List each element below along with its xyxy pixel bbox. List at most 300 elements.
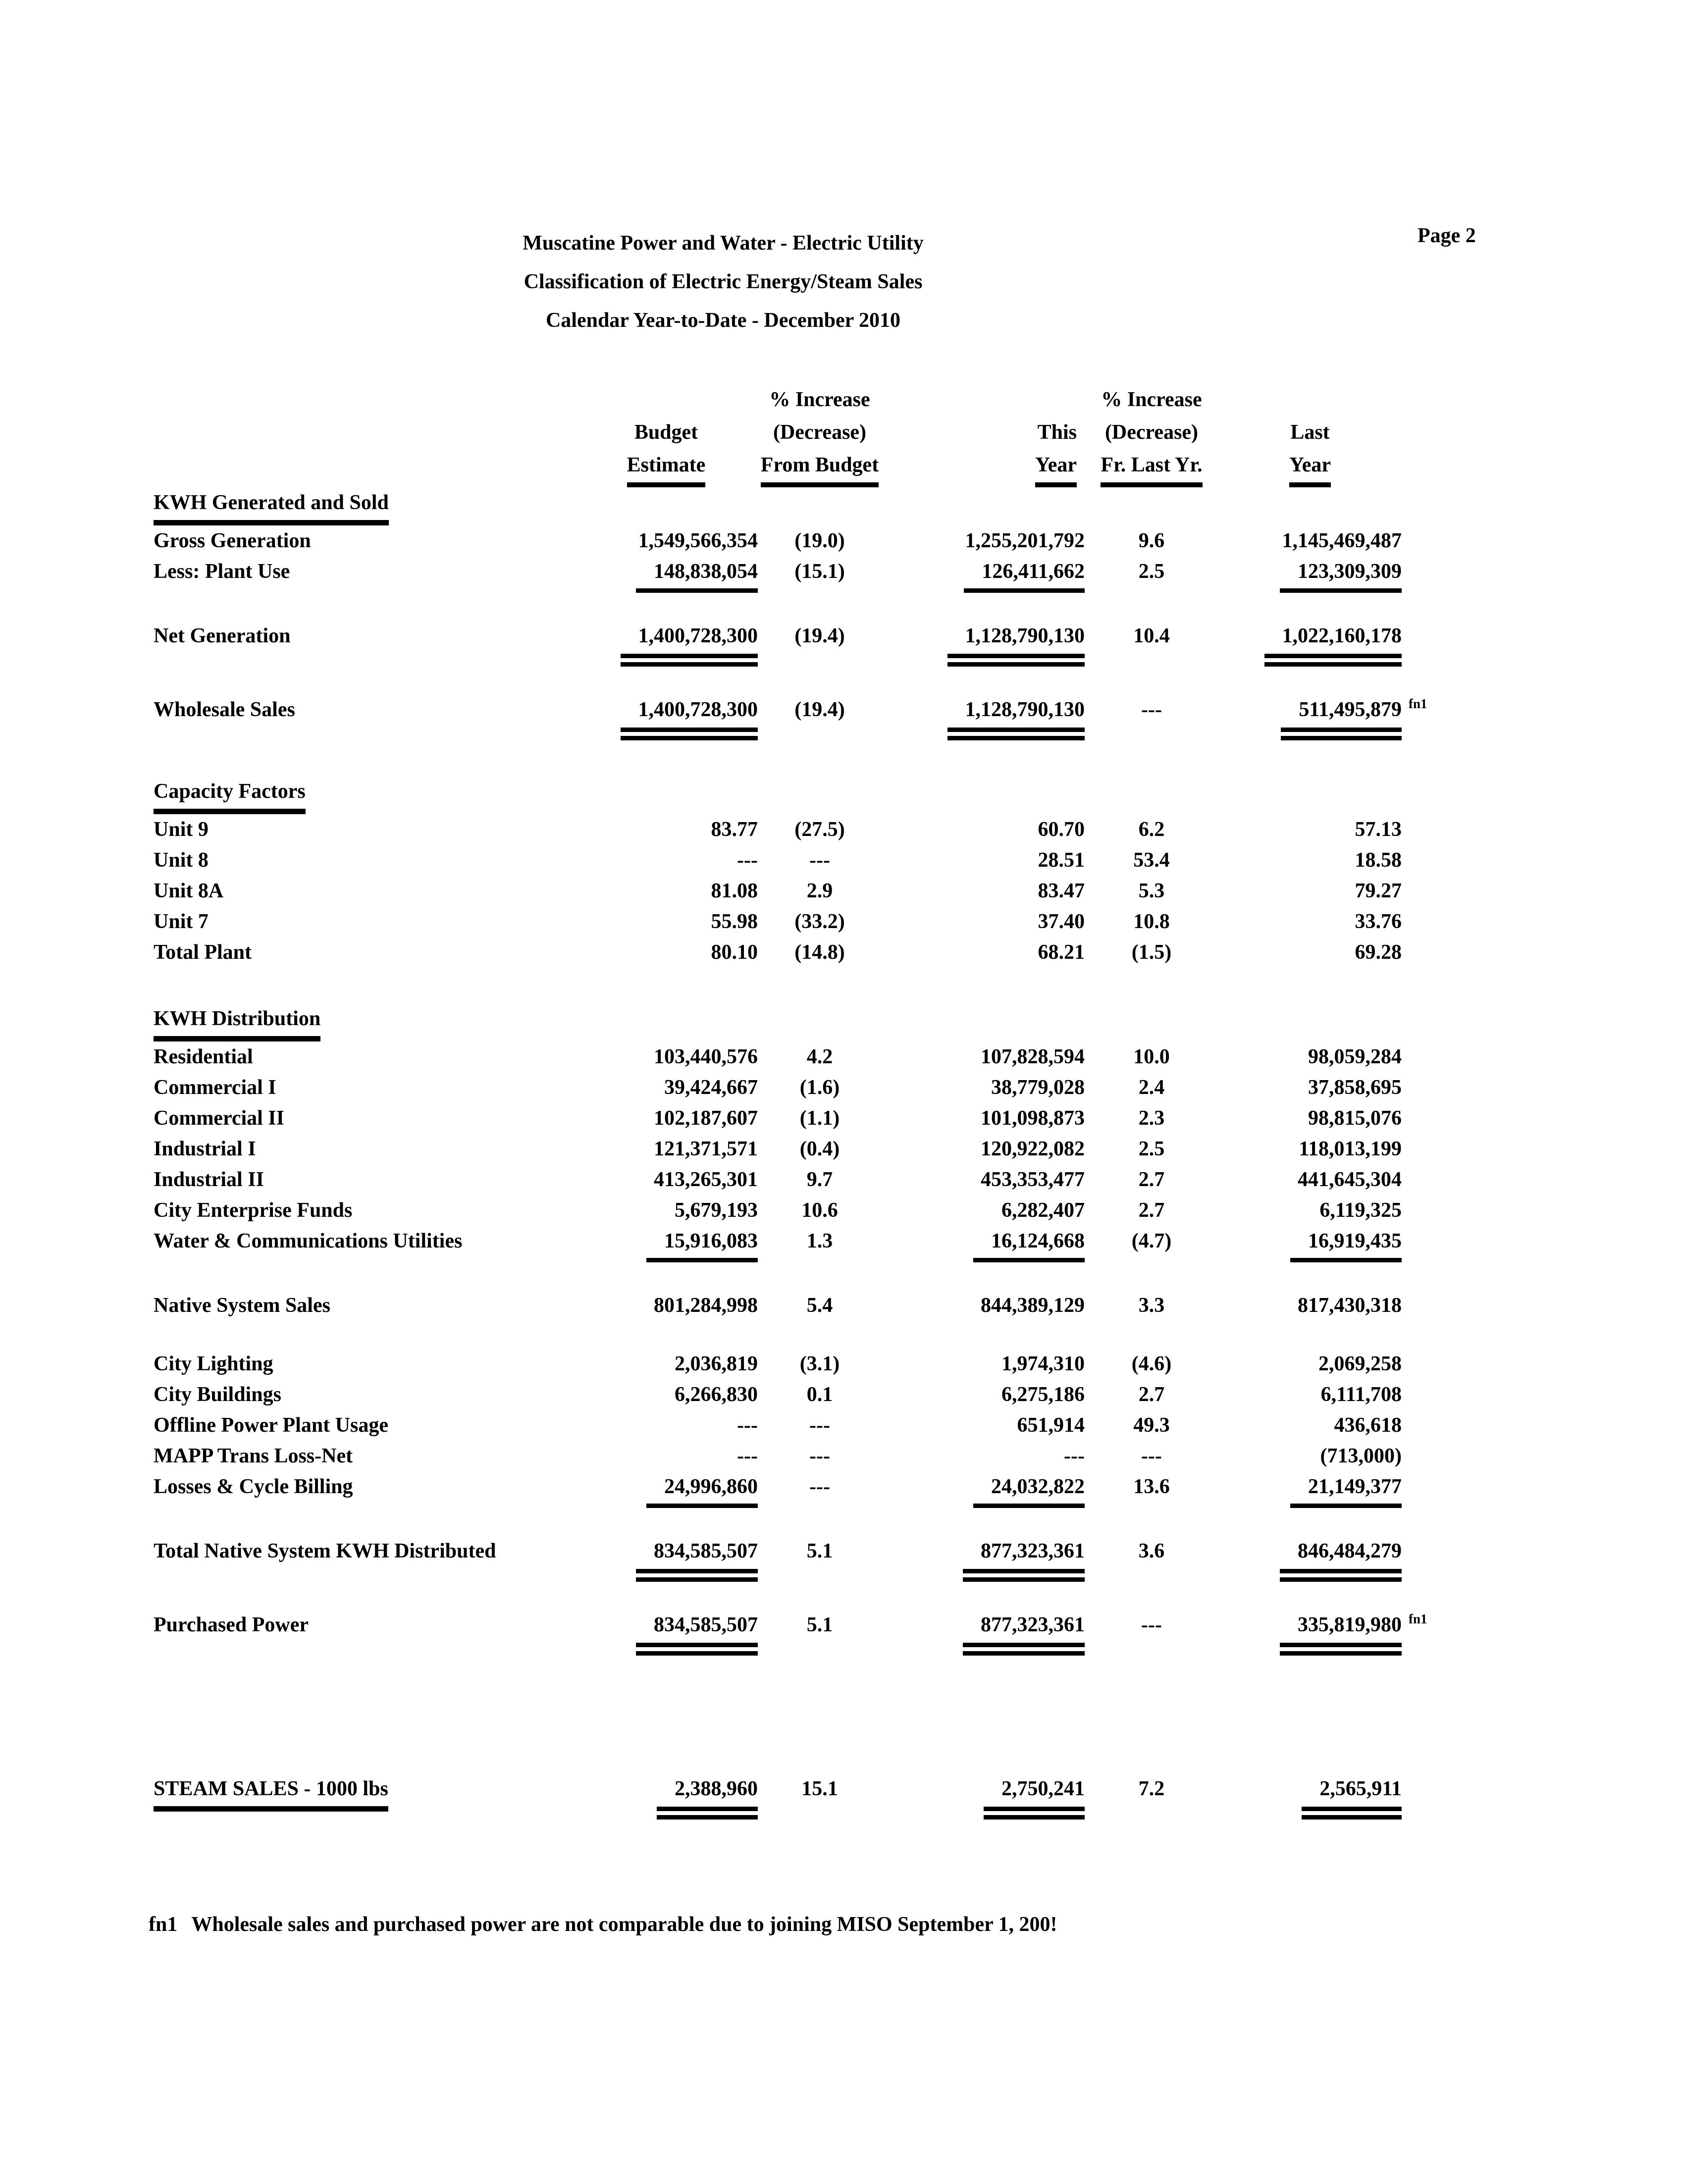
this-year-value: 107,828,594: [981, 1045, 1085, 1068]
last-year-value-cell: [1218, 1610, 1402, 1656]
last-year-value: 2,069,258: [1318, 1352, 1402, 1375]
row-label: Total Plant: [154, 941, 252, 964]
row-label: Unit 8: [154, 849, 209, 872]
pct-from-last-year-value-cell: [1085, 694, 1218, 725]
table-row: [154, 1773, 1446, 1820]
this-year-value-cell: [882, 621, 1085, 667]
last-year-value: 79.27: [1355, 880, 1402, 902]
budget-estimate-value-cell: [575, 1536, 758, 1582]
this-year-value-cell: [882, 1349, 1085, 1379]
pct-from-last-year-value-cell: [1085, 621, 1218, 651]
this-year-value: 1,128,790,130: [947, 694, 1085, 740]
pct-from-budget-value: (0.4): [799, 1138, 840, 1160]
this-year-value-cell: [882, 845, 1085, 876]
row-label-cell: [154, 556, 575, 587]
pct-from-last-year-value-cell: [1085, 1072, 1218, 1103]
last-year-value-cell: [1218, 1134, 1402, 1164]
budget-estimate-value: 81.08: [711, 880, 758, 902]
budget-estimate-value: ---: [737, 1414, 758, 1437]
budget-estimate-value-cell: [575, 1610, 758, 1656]
last-year-value-cell: [1218, 1441, 1402, 1471]
this-year-value: 453,353,477: [981, 1168, 1085, 1191]
this-year-value-cell: [882, 906, 1085, 937]
pct-from-last-year-value: 2.7: [1138, 1168, 1165, 1191]
pct-from-last-year-value: 2.7: [1138, 1199, 1165, 1222]
pct-from-last-year-value: 10.4: [1133, 624, 1170, 647]
last-year-value-cell: [1218, 1773, 1402, 1820]
pct-from-budget-value-cell: [758, 1773, 882, 1804]
budget-estimate-value-cell: [575, 1041, 758, 1072]
budget-estimate-value: 102,187,607: [654, 1107, 758, 1130]
pct-from-last-year-value: (1.5): [1131, 941, 1172, 964]
pct-from-budget-value-cell: [758, 1041, 882, 1072]
budget-estimate-value: 413,265,301: [654, 1168, 758, 1191]
budget-estimate-value-cell: [575, 1379, 758, 1410]
last-year-value: 511,495,879: [1281, 694, 1402, 740]
row-label-cell: [154, 1773, 575, 1812]
last-year-value-cell: [1218, 1103, 1402, 1134]
budget-estimate-value: 80.10: [711, 941, 758, 964]
pct-from-budget-value-cell: [758, 1195, 882, 1226]
this-year-value: 16,124,668: [973, 1226, 1085, 1262]
section-heading-text: KWH Distribution: [154, 1003, 320, 1041]
pct-from-budget-value-cell: [758, 1610, 882, 1640]
row-label-cell: [154, 1290, 575, 1321]
footnote-ref-cell: [1402, 694, 1446, 727]
this-year-value: 1,255,201,792: [965, 529, 1085, 552]
row-label-cell: [154, 845, 575, 876]
row-label: Industrial II: [154, 1168, 264, 1191]
budget-estimate-value: 1,400,728,300: [621, 694, 758, 740]
row-label-cell: [154, 1134, 575, 1164]
last-year-value-cell: [1218, 814, 1402, 845]
this-year-value: 83.47: [1038, 880, 1085, 902]
this-year-value-cell: [882, 1410, 1085, 1441]
section-heading: [154, 487, 1446, 525]
budget-estimate-value: 24,996,860: [646, 1471, 758, 1508]
table-row: [154, 1041, 1446, 1072]
budget-estimate-value-cell: [575, 621, 758, 667]
pct-from-last-year-value-cell: [1085, 906, 1218, 937]
row-label-cell: [154, 1041, 575, 1072]
table-row: [154, 1103, 1446, 1134]
last-year-value: 123,309,309: [1280, 556, 1402, 593]
pct-from-budget-value-cell: [758, 1072, 882, 1103]
pct-from-budget-value: ---: [809, 1475, 830, 1498]
pct-from-last-year-value: (4.7): [1131, 1230, 1172, 1252]
budget-estimate-value-cell: [575, 937, 758, 968]
budget-estimate-value-cell: [575, 1226, 758, 1262]
footnote-ref-cell: [1402, 1610, 1446, 1642]
table-row: [154, 525, 1446, 556]
table-row: [154, 1536, 1446, 1582]
pct-from-budget-value-cell: [758, 621, 882, 651]
pct-from-budget-value-cell: [758, 1226, 882, 1256]
last-year-value-cell: [1218, 1226, 1402, 1262]
budget-estimate-value: 2,036,819: [675, 1352, 758, 1375]
this-year-value-cell: [882, 1103, 1085, 1134]
title-line-1: Muscatine Power and Water - Electric Utility: [523, 232, 924, 255]
table-row: [154, 1610, 1446, 1656]
row-label-cell: [154, 876, 575, 906]
row-label-cell: [154, 1536, 575, 1566]
pct-from-last-year-value: 2.5: [1138, 560, 1165, 583]
this-year-value: 6,282,407: [1001, 1199, 1085, 1222]
pct-from-budget-value-cell: [758, 1164, 882, 1195]
row-label-cell: [154, 1164, 575, 1195]
last-year-value-cell: [1218, 1536, 1402, 1582]
last-year-value-cell: [1218, 1072, 1402, 1103]
budget-estimate-value-cell: [575, 1164, 758, 1195]
last-year-value-cell: [1218, 906, 1402, 937]
this-year-value-cell: [882, 694, 1085, 740]
row-label: STEAM SALES - 1000 lbs: [154, 1773, 388, 1812]
header-row-3: [154, 449, 1446, 487]
budget-estimate-value: ---: [737, 1445, 758, 1467]
pct-from-budget-value: (33.2): [794, 910, 845, 933]
pct-from-budget-value: 15.1: [801, 1777, 838, 1800]
budget-estimate-value-cell: [575, 1195, 758, 1226]
last-year-value: 69.28: [1355, 941, 1402, 964]
last-year-value-cell: [1218, 1164, 1402, 1195]
pct-from-budget-value-cell: [758, 845, 882, 876]
this-year-value-cell: [882, 1536, 1085, 1582]
row-label: MAPP Trans Loss-Net: [154, 1445, 353, 1467]
last-year-value-cell: [1218, 621, 1402, 667]
last-year-value-cell: [1218, 1349, 1402, 1379]
last-year-value: 1,022,160,178: [1264, 621, 1402, 667]
last-year-value: 2,565,911: [1302, 1773, 1402, 1820]
last-year-value: 33.76: [1355, 910, 1402, 933]
pct-from-budget-value: 2.9: [806, 880, 833, 902]
pct-from-last-year-value-cell: [1085, 876, 1218, 906]
budget-estimate-value: 83.77: [711, 818, 758, 841]
budget-estimate-value-cell: [575, 525, 758, 556]
row-label-cell: [154, 1410, 575, 1441]
this-year-value: 877,323,361: [963, 1610, 1085, 1656]
pct-from-last-year-value: 2.4: [1138, 1076, 1165, 1099]
budget-estimate-value: 6,266,830: [675, 1383, 758, 1406]
pct-from-budget-value: (1.6): [799, 1076, 840, 1099]
last-year-value: 118,013,199: [1299, 1138, 1402, 1160]
pct-from-last-year-value-cell: [1085, 1103, 1218, 1134]
this-year-value: 651,914: [1017, 1414, 1085, 1437]
pct-from-budget-value: 1.3: [806, 1230, 833, 1252]
pct-from-budget-value-cell: [758, 694, 882, 725]
this-year-value: 6,275,186: [1001, 1383, 1085, 1406]
this-year-value-cell: [882, 1441, 1085, 1471]
this-year-value-cell: [882, 1290, 1085, 1321]
row-label-cell: [154, 694, 575, 725]
last-year-value-cell: [1218, 694, 1402, 740]
budget-estimate-value-cell: [575, 1471, 758, 1508]
row-label-cell: [154, 621, 575, 651]
last-year-value-cell: [1218, 1471, 1402, 1508]
pct-from-last-year-value-cell: [1085, 1379, 1218, 1410]
pct-from-last-year-value: 13.6: [1133, 1475, 1170, 1498]
pct-from-last-year-value: 3.6: [1138, 1540, 1165, 1562]
header-from-budget: From Budget: [761, 449, 879, 487]
pct-from-last-year-value: 3.3: [1138, 1294, 1165, 1317]
this-year-value: 101,098,873: [981, 1107, 1085, 1130]
pct-from-last-year-value-cell: [1085, 1290, 1218, 1321]
budget-estimate-value: 103,440,576: [654, 1045, 758, 1068]
budget-estimate-value: 55.98: [711, 910, 758, 933]
row-label: City Lighting: [154, 1352, 273, 1375]
row-label: Net Generation: [154, 624, 291, 647]
table-row: [154, 1134, 1446, 1164]
table-row: [154, 1164, 1446, 1195]
last-year-value: 817,430,318: [1298, 1294, 1402, 1317]
budget-estimate-value: 5,679,193: [675, 1199, 758, 1222]
row-label: Unit 7: [154, 910, 209, 933]
row-label: Gross Generation: [154, 529, 311, 552]
header-row-1: [154, 383, 1446, 416]
row-label-cell: [154, 1349, 575, 1379]
last-year-value: 6,119,325: [1319, 1199, 1402, 1222]
pct-from-last-year-value: (4.6): [1131, 1352, 1172, 1375]
table-row: [154, 1290, 1446, 1321]
pct-from-budget-value-cell: [758, 1134, 882, 1164]
pct-from-last-year-value: 9.6: [1138, 529, 1165, 552]
last-year-value: (713,000): [1320, 1445, 1402, 1467]
pct-from-last-year-value: 53.4: [1133, 849, 1170, 872]
table-row: [154, 845, 1446, 876]
budget-estimate-value-cell: [575, 1410, 758, 1441]
pct-from-last-year-value-cell: [1085, 1471, 1218, 1502]
row-label: Water & Communications Utilities: [154, 1230, 463, 1252]
row-label-cell: [154, 906, 575, 937]
pct-from-budget-value-cell: [758, 525, 882, 556]
header-last-year: Year: [1289, 449, 1331, 487]
table-row: [154, 814, 1446, 845]
budget-estimate-value: 39,424,667: [664, 1076, 758, 1099]
budget-estimate-value: 1,400,728,300: [621, 621, 758, 667]
table-row: [154, 1349, 1446, 1379]
table-row: [154, 1441, 1446, 1471]
row-label: Commercial II: [154, 1107, 284, 1130]
this-year-value-cell: [882, 1041, 1085, 1072]
last-year-value-cell: [1218, 556, 1402, 593]
row-label: Unit 8A: [154, 880, 224, 902]
row-label: Purchased Power: [154, 1613, 309, 1636]
header-this: This: [1037, 421, 1077, 444]
budget-estimate-value: 834,585,507: [636, 1610, 758, 1656]
this-year-value-cell: [882, 1379, 1085, 1410]
last-year-value: 6,111,708: [1320, 1383, 1402, 1406]
pct-from-last-year-value: 6.2: [1138, 818, 1165, 841]
this-year-value-cell: [882, 525, 1085, 556]
pct-from-budget-value: (19.0): [794, 529, 845, 552]
pct-from-budget-value-cell: [758, 876, 882, 906]
pct-from-budget-value: 5.1: [806, 1540, 833, 1562]
row-label: City Enterprise Funds: [154, 1199, 353, 1222]
pct-from-last-year-value-cell: [1085, 1441, 1218, 1471]
this-year-value-cell: [882, 1471, 1085, 1508]
last-year-value: 335,819,980: [1280, 1610, 1402, 1656]
last-year-value-cell: [1218, 1041, 1402, 1072]
last-year-value: 441,645,304: [1298, 1168, 1402, 1191]
last-year-value: 98,059,284: [1308, 1045, 1402, 1068]
row-label: Commercial I: [154, 1076, 276, 1099]
table-row: [154, 1226, 1446, 1262]
budget-estimate-value: 801,284,998: [654, 1294, 758, 1317]
row-label: Industrial I: [154, 1138, 256, 1160]
header-decrease-lastyr: (Decrease): [1104, 421, 1199, 444]
pct-from-budget-value-cell: [758, 1379, 882, 1410]
pct-from-budget-value-cell: [758, 1349, 882, 1379]
last-year-value: 57.13: [1355, 818, 1402, 841]
last-year-value: 846,484,279: [1280, 1536, 1402, 1582]
pct-from-budget-value: 0.1: [806, 1383, 833, 1406]
pct-from-budget-value-cell: [758, 1471, 882, 1502]
budget-estimate-value: 148,838,054: [636, 556, 758, 593]
pct-from-budget-value: (3.1): [799, 1352, 840, 1375]
pct-from-last-year-value-cell: [1085, 1134, 1218, 1164]
footnote-text: Wholesale sales and purchased power are not comparable due to joining MISO September 1, 200!: [191, 1913, 1057, 1936]
title-line-3: Calendar Year-to-Date - December 2010: [545, 309, 901, 332]
header-pct-increase-budget: % Increase: [769, 388, 870, 411]
this-year-value-cell: [882, 814, 1085, 845]
row-label: Unit 9: [154, 818, 209, 841]
header-this-year: Year: [1035, 449, 1077, 487]
row-label: Wholesale Sales: [154, 698, 295, 721]
pct-from-last-year-value: 10.0: [1133, 1045, 1170, 1068]
section-heading: [154, 1003, 1446, 1041]
row-label-cell: [154, 1610, 575, 1640]
pct-from-budget-value-cell: [758, 937, 882, 968]
last-year-value: 16,919,435: [1290, 1226, 1402, 1262]
this-year-value-cell: [882, 1195, 1085, 1226]
header-fr-last-yr: Fr. Last Yr.: [1101, 449, 1202, 487]
pct-from-budget-value-cell: [758, 906, 882, 937]
last-year-value-cell: [1218, 876, 1402, 906]
pct-from-budget-value-cell: [758, 1536, 882, 1566]
pct-from-last-year-value-cell: [1085, 525, 1218, 556]
this-year-value-cell: [882, 937, 1085, 968]
this-year-value-cell: [882, 1773, 1085, 1820]
budget-estimate-value: 834,585,507: [636, 1536, 758, 1582]
last-year-value: 37,858,695: [1308, 1076, 1402, 1099]
budget-estimate-value: 1,549,566,354: [638, 529, 758, 552]
pct-from-budget-value: 9.7: [806, 1168, 833, 1191]
footnote: [149, 1913, 1057, 1936]
last-year-value-cell: [1218, 1379, 1402, 1410]
this-year-value: 24,032,822: [973, 1471, 1085, 1508]
row-label-cell: [154, 1471, 575, 1502]
pct-from-budget-value: (14.8): [794, 941, 845, 964]
this-year-value-cell: [882, 556, 1085, 593]
section-heading-text: Capacity Factors: [154, 776, 306, 814]
this-year-value: 120,922,082: [981, 1138, 1085, 1160]
row-label: Native System Sales: [154, 1294, 330, 1317]
row-label-cell: [154, 1441, 575, 1471]
table-row: [154, 621, 1446, 667]
this-year-value: 1,974,310: [1001, 1352, 1085, 1375]
pct-from-last-year-value-cell: [1085, 1773, 1218, 1804]
footnote-marker: fn1: [149, 1913, 178, 1936]
pct-from-budget-value-cell: [758, 1410, 882, 1441]
last-year-value-cell: [1218, 937, 1402, 968]
row-label: Total Native System KWH Distributed: [154, 1540, 496, 1562]
row-label-cell: [154, 525, 575, 556]
header-last: Last: [1290, 421, 1330, 444]
this-year-value: 37.40: [1038, 910, 1085, 933]
this-year-value: ---: [1064, 1445, 1085, 1467]
this-year-value-cell: [882, 876, 1085, 906]
last-year-value-cell: [1218, 1410, 1402, 1441]
last-year-value: 18.58: [1355, 849, 1402, 872]
pct-from-last-year-value-cell: [1085, 556, 1218, 587]
table-row: [154, 694, 1446, 740]
last-year-value: 1,145,469,487: [1282, 529, 1402, 552]
row-label-cell: [154, 937, 575, 968]
row-label-cell: [154, 1103, 575, 1134]
last-year-value: 21,149,377: [1290, 1471, 1402, 1508]
footnote-ref: fn1: [1409, 696, 1427, 711]
pct-from-last-year-value-cell: [1085, 1195, 1218, 1226]
this-year-value: 60.70: [1038, 818, 1085, 841]
pct-from-budget-value-cell: [758, 1290, 882, 1321]
budget-estimate-value: 15,916,083: [646, 1226, 758, 1262]
pct-from-last-year-value-cell: [1085, 1610, 1218, 1640]
section-heading: [154, 776, 1446, 814]
budget-estimate-value-cell: [575, 1290, 758, 1321]
budget-estimate-value-cell: [575, 1072, 758, 1103]
report-content: [154, 0, 1446, 1820]
this-year-value-cell: [882, 1134, 1085, 1164]
pct-from-last-year-value: 5.3: [1138, 880, 1165, 902]
this-year-value-cell: [882, 1164, 1085, 1195]
last-year-value-cell: [1218, 845, 1402, 876]
budget-estimate-value-cell: [575, 845, 758, 876]
last-year-value-cell: [1218, 1290, 1402, 1321]
row-label: Losses & Cycle Billing: [154, 1475, 353, 1498]
pct-from-last-year-value: 2.3: [1138, 1107, 1165, 1130]
this-year-value: 2,750,241: [984, 1773, 1085, 1820]
pct-from-last-year-value: 7.2: [1138, 1777, 1165, 1800]
budget-estimate-value-cell: [575, 1349, 758, 1379]
pct-from-budget-value: 5.4: [806, 1294, 833, 1317]
pct-from-budget-value: 5.1: [806, 1613, 833, 1636]
row-label: Less: Plant Use: [154, 560, 290, 583]
this-year-value: 126,411,662: [964, 556, 1085, 593]
pct-from-last-year-value: 49.3: [1133, 1414, 1170, 1437]
column-headers: [154, 383, 1446, 487]
footnote-ref: fn1: [1409, 1612, 1427, 1626]
last-year-value-cell: [1218, 525, 1402, 556]
report-title: [154, 224, 1293, 340]
budget-estimate-value: 121,371,571: [654, 1138, 758, 1160]
section-heading-text: KWH Generated and Sold: [154, 487, 389, 525]
pct-from-budget-value: (1.1): [799, 1107, 840, 1130]
pct-from-last-year-value: 2.5: [1138, 1138, 1165, 1160]
page-number: Page 2: [1418, 224, 1476, 247]
pct-from-budget-value: (19.4): [794, 698, 845, 721]
last-year-value: 436,618: [1334, 1414, 1402, 1437]
pct-from-last-year-value-cell: [1085, 1041, 1218, 1072]
this-year-value-cell: [882, 1226, 1085, 1262]
budget-estimate-value-cell: [575, 906, 758, 937]
this-year-value-cell: [882, 1610, 1085, 1656]
row-label-cell: [154, 814, 575, 845]
pct-from-last-year-value: ---: [1141, 1445, 1162, 1467]
pct-from-budget-value: ---: [809, 849, 830, 872]
budget-estimate-value-cell: [575, 814, 758, 845]
header-budget: Budget: [634, 421, 698, 444]
budget-estimate-value-cell: [575, 694, 758, 740]
row-label-cell: [154, 1379, 575, 1410]
